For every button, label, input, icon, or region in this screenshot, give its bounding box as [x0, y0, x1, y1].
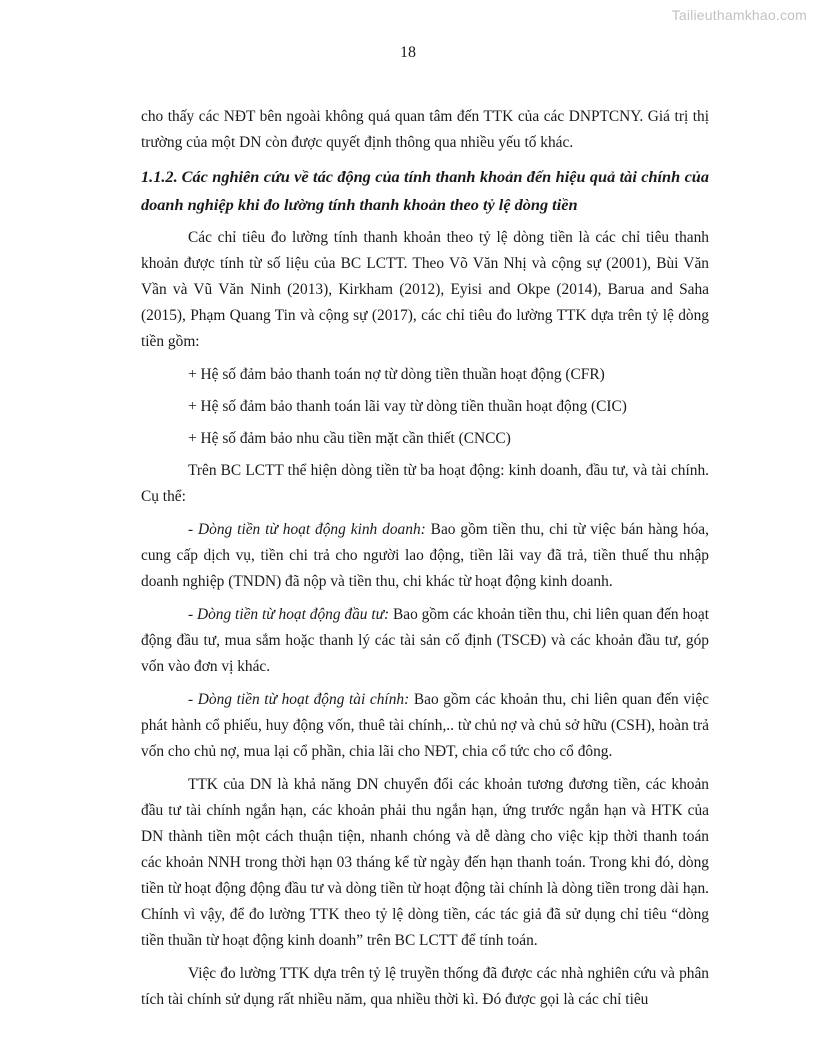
- section-heading: [141, 163, 709, 219]
- definition-operating-cashflow: Bao gồm tiền thu, chi từ việc bán hàng hóa, cung cấp dịch vụ, tiền chi trả cho người lao động, tiền lãi vay đã trả, tiền thuế thu nhập doanh nghiệp (TNDN) đã nộp và tiền thu, chi khác từ hoạt động kinh doanh.: [141, 521, 709, 590]
- term-investing-cashflow: - Dòng tiền từ hoạt động đầu tư:: [188, 606, 390, 623]
- paragraph-cashflow-ratios-intro: Các chỉ tiêu đo lường tính thanh khoản theo tỷ lệ dòng tiền là các chỉ tiêu thanh khoản được tính từ số liệu của BC LCTT. Theo Võ Văn Nhị và cộng sự (2001), Bùi Văn Vần và Vũ Văn Ninh (2013), Kirkham (2012), Eyisi and Okpe (2014), Barua and Saha (2015), Phạm Quang Tin và cộng sự (2017), các chỉ tiêu đo lường TTK dựa trên tỷ lệ dòng tiền gồm:: [141, 229, 709, 350]
- list-item-cncc: + Hệ số đảm bảo nhu cầu tiền mặt cần thiết (CNCC): [188, 430, 511, 447]
- document-body: [141, 104, 709, 1020]
- paragraph-traditional-ratios: Việc đo lường TTK dựa trên tỷ lệ truyền thống đã được các nhà nghiên cứu và phân tích tài chính sử dụng rất nhiều năm, qua nhiều thời kì. Đó được gọi là các chỉ tiêu: [141, 965, 709, 1008]
- list-item-cfr: + Hệ số đảm bảo thanh toán nợ từ dòng tiền thuần hoạt động (CFR): [188, 366, 605, 383]
- paragraph-operating-cashflow: [141, 517, 709, 595]
- watermark: Tailieuthamkhao.com: [671, 7, 807, 23]
- paragraph-investing-cashflow: [141, 602, 709, 680]
- section-title: Các nghiên cứu về tác động của tính thanh khoản đến hiệu quả tài chính của doanh nghiệp khi đo lường tính thanh khoản theo tỷ lệ dòng tiền: [141, 167, 709, 214]
- list-item-cic: + Hệ số đảm bảo thanh toán lãi vay từ dòng tiền thuần hoạt động (CIC): [188, 398, 627, 415]
- page-number: 18: [400, 44, 416, 61]
- section-number: 1.1.2.: [141, 167, 178, 186]
- paragraph-cashflow-activities: Trên BC LCTT thể hiện dòng tiền từ ba hoạt động: kinh doanh, đầu tư, và tài chính. Cụ thể:: [141, 462, 709, 505]
- term-financing-cashflow: - Dòng tiền từ hoạt động tài chính:: [188, 691, 410, 708]
- paragraph-financing-cashflow: [141, 687, 709, 765]
- paragraph-continuation: cho thấy các NĐT bên ngoài không quá quan tâm đến TTK của các DNPTCNY. Giá trị thị trường của một DN còn được quyết định thông qua nhiều yếu tố khác.: [141, 108, 709, 151]
- paragraph-liquidity-definition: TTK của DN là khả năng DN chuyển đổi các khoản tương đương tiền, các khoản đầu tư tài chính ngắn hạn, các khoản phải thu ngắn hạn, ứng trước ngắn hạn và HTK của DN thành tiền một cách thuận tiện, nhanh chóng và dễ dàng cho việc kịp thời thanh toán các khoản NNH trong thời hạn 03 tháng kể từ ngày đến hạn thanh toán. Trong khi đó, dòng tiền từ hoạt động động đầu tư và dòng tiền từ hoạt động tài chính là dòng tiền trong dài hạn. Chính vì vậy, để đo lường TTK theo tỷ lệ dòng tiền, các tác giả đã sử dụng chỉ tiêu “dòng tiền thuần từ hoạt động kinh doanh” trên BC LCTT để tính toán.: [141, 776, 709, 949]
- definition-financing-cashflow: Bao gồm các khoản thu, chi liên quan đến việc phát hành cổ phiếu, huy động vốn, thuê tài chính,.. từ chủ nợ và chủ sở hữu (CSH), hoàn trả vốn cho chủ nợ, mua lại cổ phần, chia lãi cho NĐT, chia cổ tức cho cổ đông.: [141, 691, 710, 760]
- term-operating-cashflow: - Dòng tiền từ hoạt động kinh doanh:: [188, 521, 426, 538]
- definition-investing-cashflow: Bao gồm các khoản tiền thu, chi liên quan đến hoạt động đầu tư, mua sắm hoặc thanh lý các tài sản cố định (TSCĐ) và các khoản đầu tư, góp vốn vào đơn vị khác.: [141, 606, 709, 675]
